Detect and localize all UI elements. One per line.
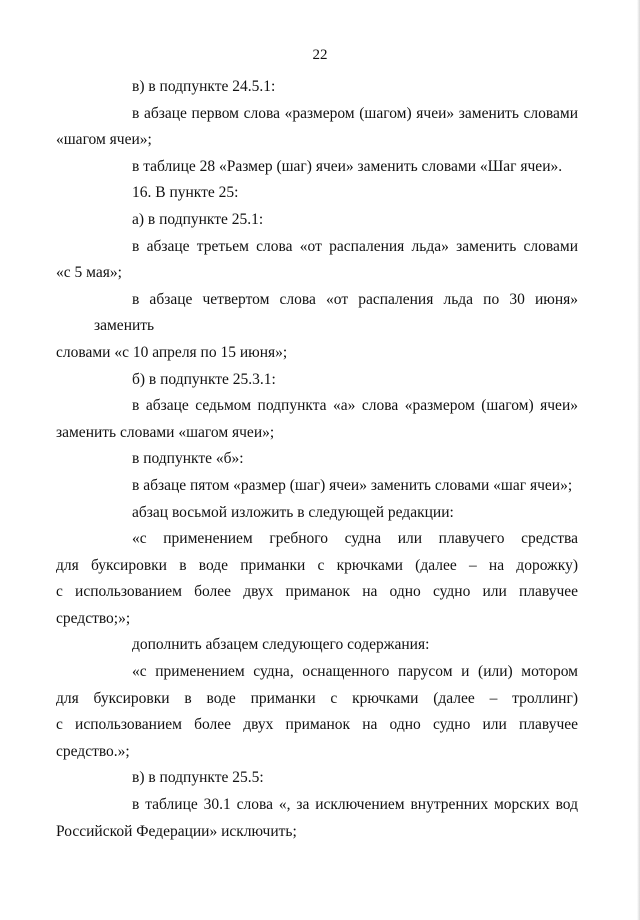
paragraph-13: «с применением гребного судна или плавучего средства для буксировки в воде приманки с крючками (далее – на дорожку) с использованием более двух приманок на одно судно или плавучее средство;»; <box>56 530 578 627</box>
paragraph-6: в абзаце третьем слова «от распаления льда» заменить словами «с 5 мая»; <box>56 237 578 282</box>
paragraph-10: в подпункте «б»: <box>132 450 244 468</box>
paragraph-9: в абзаце седьмом подпункта «а» слова «размером (шагом) ячеи» заменить словами «шагом ячеи»; <box>56 397 578 441</box>
paragraph-1: в) в подпункте 24.5.1: <box>132 78 276 95</box>
paragraph-17: в таблице 30.1 слова «, за исключением внутренних морских вод Российской Федерации» исключить; <box>56 796 578 840</box>
paragraph-7: в абзаце четвертом слова «от распаления льда по 30 июня» заменить словами «с 10 апреля по 15 июня»; <box>56 290 578 361</box>
paragraph-15: «с применением судна, оснащенного парусом и (или) мотором для буксировки в воде приманки с крючками (далее – троллинг) с использованием более двух приманок на одно судно или плавучее средство.»; <box>56 663 578 760</box>
paragraph-14: дополнить абзацем следующего содержания: <box>132 636 430 654</box>
paragraph-16: в) в подпункте 25.5: <box>132 769 264 787</box>
paragraph-2: в абзаце первом слова «размером (шагом) ячеи» заменить словами «шагом ячеи»; <box>56 104 578 149</box>
paragraph-5: а) в подпункте 25.1: <box>132 210 264 228</box>
paragraph-12: абзац восьмой изложить в следующей редакции: <box>132 503 454 521</box>
paragraph-3: в таблице 28 «Размер (шаг) ячеи» заменить словами «Шаг ячеи». <box>132 157 563 175</box>
paragraph-8: б) в подпункте 25.3.1: <box>132 370 276 388</box>
page-number: 22 <box>312 47 328 63</box>
paragraph-4: 16. В пункте 25: <box>132 184 239 202</box>
document-body <box>56 74 578 845</box>
paragraph-11: в абзаце пятом «размер (шаг) ячеи» заменить словами «шаг ячеи»; <box>132 476 573 494</box>
